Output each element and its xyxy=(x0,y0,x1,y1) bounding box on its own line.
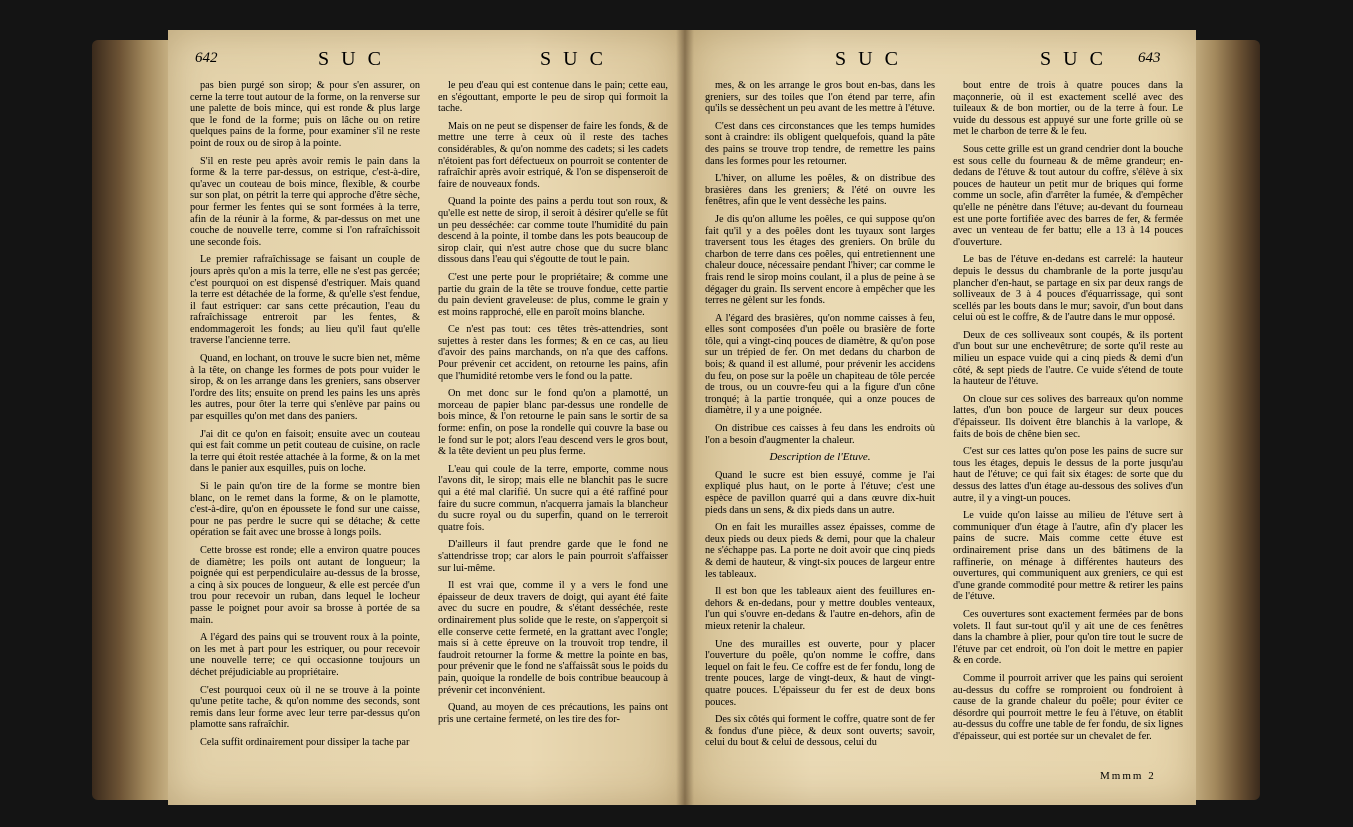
paragraph: pas bien purgé son sirop; & pour s'en assurer, on cerne la terre tout autour de la forme, on la renverse sur une palette de bois mince, qui est ronde & plus large que le fond de la forme; puis on lâche ou on retire quelques pains de la forme, pour examiner s'il ne reste point de roux ou de sirop à la pointe. xyxy=(190,80,420,149)
paragraph: C'est dans ces circonstances que les temps humides sont à craindre: ils obligent quelquefois, quand la pâte des pains se trouve trop tendre, de remettre les pains dans les formes pour les retourner. xyxy=(705,120,935,167)
paragraph: Le bas de l'étuve en-dedans est carrelé: la hauteur depuis le dessus du chambranle de la porte jusqu'au plancher d'en-haut, se partage en six par deux rangs de solliveaux de 3 à 4 pouces d'équarrissage, qui sont scellés par les bouts dans le mur; savoir, d'un bout dans celui où est le coffre, & de l'autre dans le mur opposé. xyxy=(953,254,1183,324)
paragraph: mes, & on les arrange le gros bout en-bas, dans les greniers, sur des toiles que l'on étend par terre, afin qu'ils se dessèchent un peu avant de les mettre à l'étuve. xyxy=(705,80,935,115)
right-column-1 xyxy=(705,80,935,770)
book-gutter xyxy=(676,30,694,805)
paragraph: Il est vrai que, comme il y a vers le fond une épaisseur de deux travers de doigt, qui ayant été faite avec du sucre en poudre, & s'étant desséchée, reste ordinairement plus solide que le reste, on s'apperçoit si elle conserve cette fermeté, en la grattant avec l'ongle; mais si à cette épreuve on la trouvoit trop tendre, il faudroit retourner la forme & mettre la pointe en bas, pour prévenir que le fond ne s'affaissât sous le poids du pain, quoique la rondelle de bois contribue beaucoup à prévenir cet inconvénient. xyxy=(438,580,668,696)
paragraph: S'il en reste peu après avoir remis le pain dans la forme & la terre par-dessus, on estrique, c'est-à-dire, qu'avec un couteau de bois mince, flexible, & courbe sur son plat, on pétrit la terre qui approche d'être sèche, pour fermer les fentes qui se sont formées à la terre, afin de la réunir à la forme, & par-dessus on met une couche de nouvelle terre, comme si l'on rafraîchissoit une seconde fois. xyxy=(190,155,420,248)
paragraph: Si le pain qu'on tire de la forme se montre bien blanc, on le remet dans la forme, & on le plamotte, c'est-à-dire, qu'on en époussete le fond sur une caisse, pour ne pas perdre le sucre qui se détache; & cette opération se fait avec une brosse à longs poils. xyxy=(190,481,420,539)
paragraph: Une des murailles est ouverte, pour y placer l'ouverture du poêle, qu'on nomme le coffre, dans lequel on fait le feu. Ce coffre est de fer fondu, long de trente pouces, large de vingt-deux, & haut de vingt-quatre pouces. L'épaisseur du fer est de deux bons pouces. xyxy=(705,638,935,708)
paragraph: Cela suffit ordinairement pour dissiper la tache par xyxy=(200,736,410,748)
paragraph: Il est bon que les tableaux aient des feuillures en-dehors & en-dedans, pour y mettre doubles venteaux, l'un qui s'ouvre en-dedans & l'autre en-dehors, afin de mieux retenir la chaleur. xyxy=(705,586,935,632)
paragraph: Mais on ne peut se dispenser de faire les fonds, & de mettre une terre à ceux où il reste des taches considérables, & qu'on nomme des cadets; si les cadets n'étoient pas fort défectueux on pourroit se contenter de rafraîchir après avoir estriqué, & l'on se dispenseroit de faire de nouveaux fonds. xyxy=(438,120,668,190)
paragraph: On en fait les murailles assez épaisses, comme de deux pieds ou deux pieds & demi, pour que la chaleur ne s'échappe pas. La porte ne doit avoir que cinq pieds & demi de hauteur, & vingt-six pouces de largeur entre les tableaux. xyxy=(705,522,935,580)
paragraph: A l'égard des brasières, qu'on nomme caisses à feu, elles sont composées d'un poêle ou brasière de forte tôle, qui a vingt-cinq pouces de diamètre, & qu'on pose sur un trépied de fer. On met dedans du charbon de bois; & quand il est allumé, pour prévenir les accidens du feu, on pose sur la poêle un chapiteau de tôle percée de trous, ou un couvre-feu qui a la figure d'un cône tronqué; à la partie tronquée, qui a onze pouces de diamètre, il y a une poignée. xyxy=(705,312,935,417)
paragraph: Des six côtés qui forment le coffre, quatre sont de fer & fondus d'une pièce, & deux sont ouverts; savoir, celui du bout & celui de dessous, celui du xyxy=(705,714,935,749)
paragraph: le peu d'eau qui est contenue dans le pain; cette eau, en s'égouttant, emporte le peu de sirop qui formoit la tache. xyxy=(438,80,668,115)
paragraph: D'ailleurs il faut prendre garde que le fond ne s'attendrisse trop; car alors le pain pourroit s'affaisser sur lui-même. xyxy=(438,539,668,574)
paragraph: C'est sur ces lattes qu'on pose les pains de sucre sur tous les étages, depuis le dessus de la porte jusqu'au haut de l'étuve; ce qui fait six étages: de sorte que du dessus des lattes d'un étage au-dessous des solives d'un autre, il y a vingt-un pouces. xyxy=(953,446,1183,504)
paragraph: Ces ouvertures sont exactement fermées par de bons volets. Il faut sur-tout qu'il y ait une de ces fenêtres dans la chambre à plier, pour qu'on tire tout le sucre de l'étuve par cet endroit, où l'on doit le mettre en papier & en corde. xyxy=(953,608,1183,667)
paragraph: Deux de ces solliveaux sont coupés, & ils portent d'un bout sur une enchevêtrure; de sorte qu'il reste au milieu un espace vuide qui a cinq pieds & demi d'un côté, & sept pieds de l'autre. Ce vuide s'étend de toute la hauteur de l'étuve. xyxy=(953,329,1183,388)
paragraph: L'hiver, on allume les poêles, & on distribue des brasières dans les greniers; & l'été on ouvre les fenêtres, afin que le vent dessèche les pains. xyxy=(705,173,935,208)
right-page-number: 643 xyxy=(1138,50,1161,66)
paragraph: On distribue ces caisses à feu dans les endroits où l'on a besoin d'augmenter la chaleur. xyxy=(705,423,935,446)
paragraph: On cloue sur ces solives des barreaux qu'on nomme lattes, d'un bon pouce de largeur sur deux pouces d'épaisseur. Ils doivent être blanchis à la varlope, & faits de bois de chêne bien sec. xyxy=(953,393,1183,440)
paragraph: J'ai dit ce qu'on en faisoit; ensuite avec un couteau qui est fait comme un petit couteau de cuisine, on racle la terre qui étoit restée attachée à la forme, & on la met dans le panier aux esquilles, puis on loche. xyxy=(190,428,420,475)
paragraph: Je dis qu'on allume les poêles, ce qui suppose qu'on fait qu'il y a des poêles dont les tuyaux sont larges traversent tous les étages des greniers. On brûle du charbon de terre dans ces poêles, qui entretiennent une chaleur douce, nécessaire pendant l'hiver; car comme le frais rend le sirop moins coulant, il a plus de peine à se dégager du grain. Ils servent encore à empêcher que les terres ne gèlent sur les fonds. xyxy=(705,213,935,307)
right-column-2 xyxy=(953,80,1183,740)
paragraph: bout entre de trois à quatre pouces dans la maçonnerie, où il est exactement scellé avec des tuileaux & de bon mortier, ou de la terre à four. Le vuide du dessous est appuyé sur une forte grille où se met le charbon de terre & le feu. xyxy=(953,80,1183,138)
paragraph: Ce n'est pas tout: ces têtes très-attendries, sont sujettes à rester dans les formes; & en ce cas, au lieu d'avoir des pains marchands, on n'a que des caffons. Pour prévenir cet accident, on retourne les pains, afin que l'humidité retombe vers le fond ou la patte. xyxy=(438,324,668,382)
left-page-number: 642 xyxy=(195,50,218,66)
left-column-2 xyxy=(438,80,668,770)
paragraph: C'est pourquoi ceux où il ne se trouve à la pointe qu'une petite tache, & qu'on nomme des seconds, sont remis dans leur forme avec leur terre par-dessus qu'on plamotte sans rafraîchir. xyxy=(190,684,420,731)
paragraph: Cette brosse est ronde; elle a environ quatre pouces de diamètre; les poils ont autant de longueur; la poignée qui est perpendiculaire au-dessus de la brosse, a cinq à six pouces de longueur, & elle est percée d'un trou pour recevoir un ruban, dans lequel le locheur passe le poignet pour avoir sa brosse à portée de sa main. xyxy=(190,544,420,626)
section-heading: Description de l'Etuve. xyxy=(769,451,871,464)
paragraph: Comme il pourroit arriver que les pains qui seroient au-dessus du coffre se romproient ou fondroient à cause de la grande chaleur du poêle; pour éviter ce désordre qui pourroit mettre le feu à l'étuve, on établit au-dessus du coffre une table de fer fondu, de six lignes d'épaisseur, qui est portée sur un chevalet de fer. xyxy=(953,672,1183,740)
right-header-right: SUC xyxy=(1040,48,1115,70)
left-header-right: SUC xyxy=(540,48,615,70)
paragraph: Quand, au moyen de ces précautions, les pains ont pris une certaine fermeté, on les tire des for- xyxy=(438,702,668,725)
signature-mark: Mmmm 2 xyxy=(1100,770,1156,782)
page-edges-left xyxy=(92,40,170,800)
paragraph: A l'égard des pains qui se trouvent roux à la pointe, on les met à part pour les estriquer, ou pour recevoir une nouvelle terre; ce qui occasionne toujours un déchet préjudiciable au propriétaire. xyxy=(190,632,420,678)
paragraph: C'est une perte pour le propriétaire; & comme une partie du grain de la tête se trouve fondue, cette partie du pain devient graveleuse: de plus, comme le grain y est moins rapproché, elle en paroît moins blanche. xyxy=(438,271,668,318)
paragraph: Le premier rafraîchissage se faisant un couple de jours après qu'on a mis la terre, elle ne s'est pas gercée; c'est pourquoi on est dispensé d'estriquer. Mais quand la terre est détachée de la forme, & qu'elle s'est fendue, il faut estriquer: car sans cette précaution, l'eau du rafraîchissage entreroit par les fentes, & endommageroit les fonds; au lieu qu'il faut qu'elle traverse l'ancienne terre. xyxy=(190,254,420,347)
paragraph: On met donc sur le fond qu'on a plamotté, un morceau de papier blanc par-dessus une rondelle de bois mince, & l'on retourne le pain sans le sortir de sa forme: enfin, on pose la rondelle qui couvre la base ou le fond sur le pot; alors l'eau descend vers le gros bout, & la tête devient un peu plus ferme. xyxy=(438,388,668,458)
paragraph: Le vuide qu'on laisse au milieu de l'étuve sert à communiquer d'un étage à l'autre, afin d'y placer les pains de sucre. Mais comme cette étuve est ordinairement prise dans un des bâtimens de la raffinerie, on ménage à différentes hauteurs des ouvertures, qui communiquent aux greniers, ce qui est d'une grande commodité pour mettre & retirer les pains de l'étuve. xyxy=(953,510,1183,603)
left-header-left: SUC xyxy=(318,48,393,70)
paragraph: Quand la pointe des pains a perdu tout son roux, & qu'elle est nette de sirop, il seroit à désirer qu'elle se fût un peu desséchée: car comme toute l'humidité du pain descend à la pointe, il tombe dans les pots beaucoup de sirop clair, qui n'est autre chose que du sucre blanc dissous dans l'eau qui s'égoutte de tout le pain. xyxy=(438,196,668,266)
page-edges-right xyxy=(1190,40,1260,800)
paragraph: Quand, en lochant, on trouve le sucre bien net, même à la tête, on change les formes de pots pour vuider le sirop, & on les arrange dans les greniers, sans observer l'ordre des lits; ensuite on prend les pains les uns après les autres, pour ôter la terre qui s'enlève par pains ou par esquilles qu'on met dans des paniers. xyxy=(190,353,420,423)
left-column-1 xyxy=(190,80,420,770)
paragraph: Quand le sucre est bien essuyé, comme je l'ai expliqué plus haut, on le porte à l'étuve; c'est une espèce de pavillon quarré qui a dans œuvre dix-huit pieds dans un sens, & dix pieds dans un autre. xyxy=(705,469,935,516)
right-header-left: SUC xyxy=(835,48,910,70)
paragraph: L'eau qui coule de la terre, emporte, comme nous l'avons dit, le sirop; mais elle ne blanchit pas le sucre qui a été mal clarifié. Un sucre qui a été raffiné pour faire du sucre commun, n'acquerra jamais la blancheur du sucre royal ou du superfin, quand on le terreroit quatre fois. xyxy=(438,463,668,533)
paragraph: Sous cette grille est un grand cendrier dont la bouche est sous celle du fourneau & de même grandeur; en-dedans de l'étuve & tout autour du coffre, s'élève à six pouces de hauteur un petit mur de briques qui forme comme un socle, afin d'arrêter la fumée, & d'empêcher qu'elle ne pénètre dans l'étuve; au-devant du fourneau est une porte fortifiée avec des barres de fer, & fermée avec un venteau de fer battu; elle a 13 à 14 pouces d'ouverture. xyxy=(953,143,1183,248)
